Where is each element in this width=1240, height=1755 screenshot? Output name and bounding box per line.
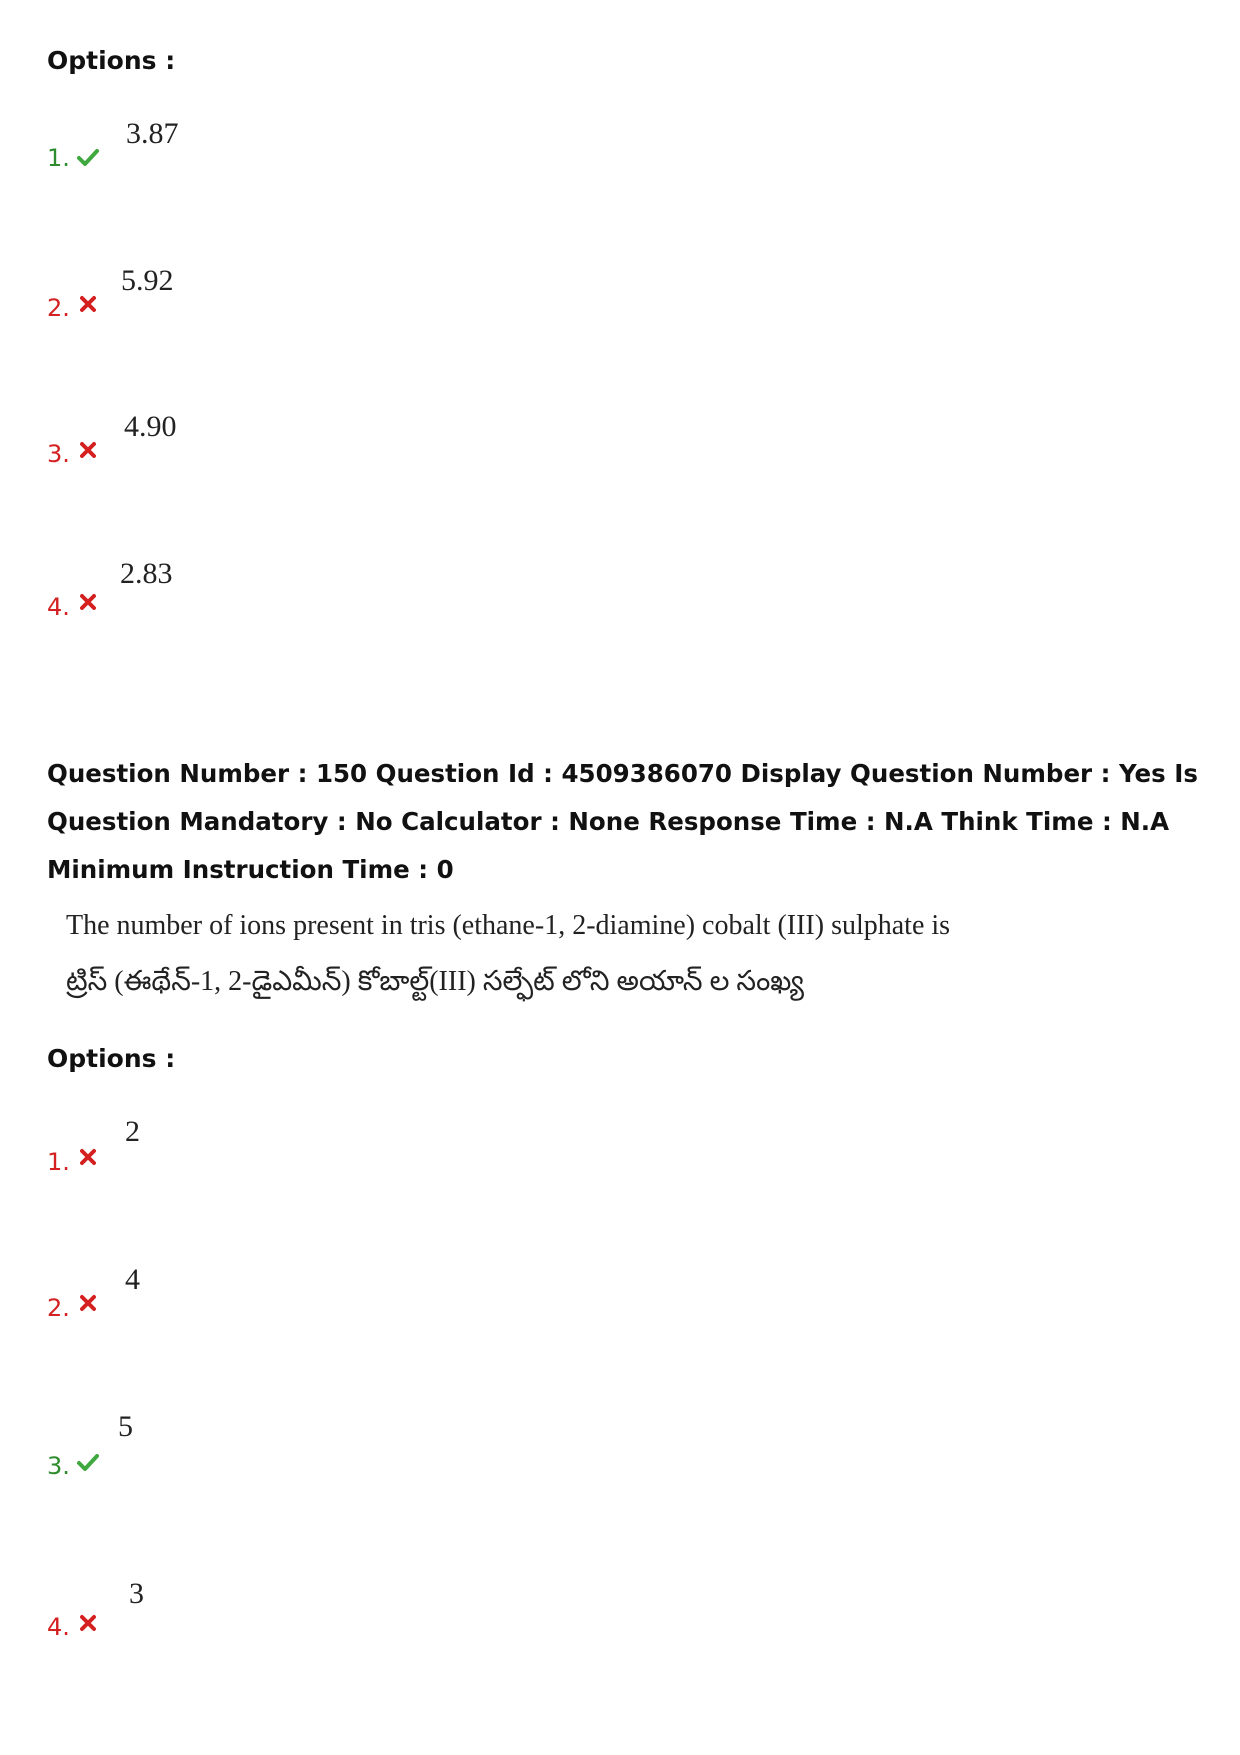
options-heading: Options : bbox=[47, 1044, 176, 1073]
option-value: 5 bbox=[118, 1410, 133, 1443]
check-icon bbox=[76, 1451, 100, 1473]
options-heading: Options : bbox=[47, 46, 176, 75]
option-value: 4 bbox=[125, 1263, 140, 1296]
option-value: 2.83 bbox=[120, 557, 173, 590]
option-number: 4. bbox=[47, 593, 70, 621]
question-text-telugu: ట్రిస్ (ఈథేన్-1, 2-డైఎమీన్) కోబాల్ట్(III) సల్ఫేట్ లోని అయాన్ ల సంఖ్య bbox=[66, 966, 804, 997]
option-number: 2. bbox=[47, 1294, 70, 1322]
cross-icon bbox=[76, 1292, 100, 1314]
cross-icon bbox=[76, 293, 100, 315]
option-number: 1. bbox=[47, 144, 70, 172]
option-value: 3.87 bbox=[126, 117, 179, 150]
cross-icon bbox=[76, 439, 100, 461]
cross-icon bbox=[76, 1612, 100, 1634]
check-icon bbox=[76, 146, 100, 168]
option-number: 2. bbox=[47, 294, 70, 322]
option-value: 2 bbox=[125, 1115, 140, 1148]
option-value: 5.92 bbox=[121, 264, 174, 297]
cross-icon bbox=[76, 591, 100, 613]
option-number: 1. bbox=[47, 1148, 70, 1176]
option-number: 4. bbox=[47, 1613, 70, 1641]
question-text-english: The number of ions present in tris (ethane-1, 2-diamine) cobalt (III) sulphate is bbox=[66, 910, 951, 941]
option-number: 3. bbox=[47, 440, 70, 468]
option-value: 4.90 bbox=[124, 410, 177, 443]
option-value: 3 bbox=[129, 1577, 144, 1610]
cross-icon bbox=[76, 1146, 100, 1168]
question-meta: Question Number : 150 Question Id : 4509386070 Display Question Number : Yes Is Question Mandatory : No Calculator : None Response Time : N.A Think Time : N.A Minimum Instruction Time : 0 bbox=[47, 759, 1198, 884]
option-number: 3. bbox=[47, 1452, 70, 1480]
